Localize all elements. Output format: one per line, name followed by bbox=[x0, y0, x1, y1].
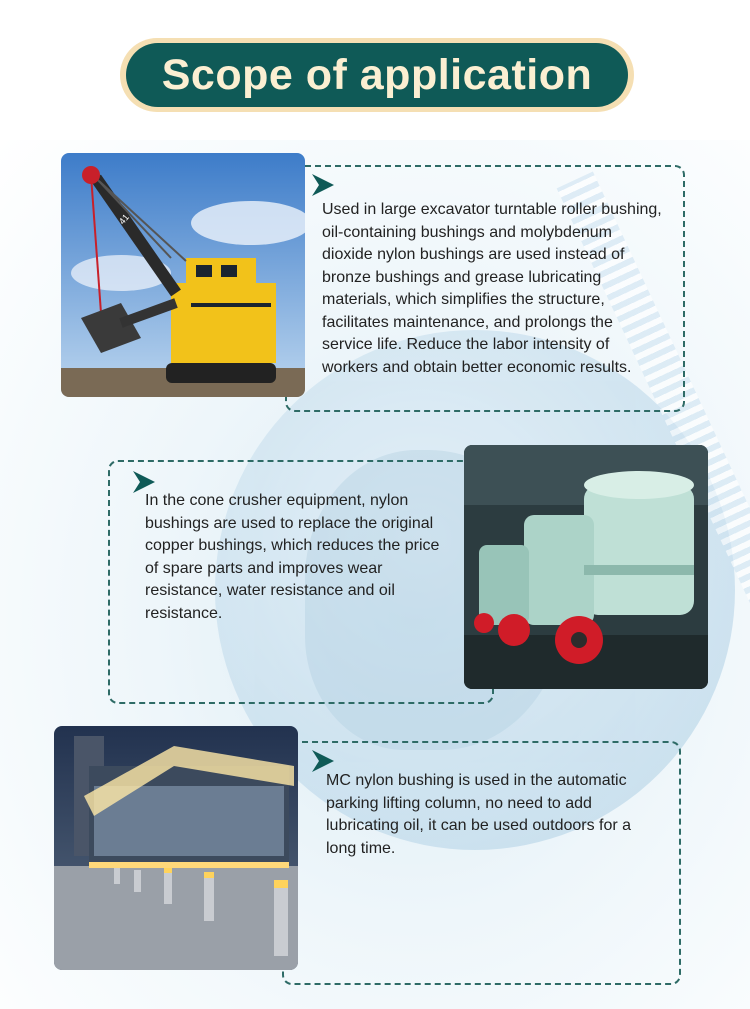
page-title: Scope of application bbox=[161, 50, 593, 99]
parking-column-photo bbox=[54, 726, 298, 970]
title-banner-inner bbox=[126, 43, 628, 107]
excavator-number: 41 bbox=[116, 212, 131, 227]
section-3-text: MC nylon bushing is used in the automatic parking lifting column, no need to add lubricating oil, it can be used outdoors for a long time. bbox=[326, 772, 632, 857]
excavator-photo bbox=[61, 153, 305, 397]
section-2-text: In the cone crusher equipment, nylon bushings are used to replace the original copper bushings, which reduces the price of spare parts and improves wear resistance, water resistance and oil resistance. bbox=[145, 492, 440, 622]
cone-crusher-photo bbox=[464, 445, 708, 689]
section-1-text: Used in large excavator turntable roller bushing, oil-containing bushings and molybdenum dioxide nylon bushings are used instead of bronze bushings and grease lubricating materials, which simplifies the structure, facilitates maintenance, and prolongs the service life. Reduce the labor intensity of workers and obtain better economic results. bbox=[322, 201, 662, 376]
arrow-marker-icon bbox=[310, 172, 336, 198]
title-banner bbox=[120, 38, 634, 112]
